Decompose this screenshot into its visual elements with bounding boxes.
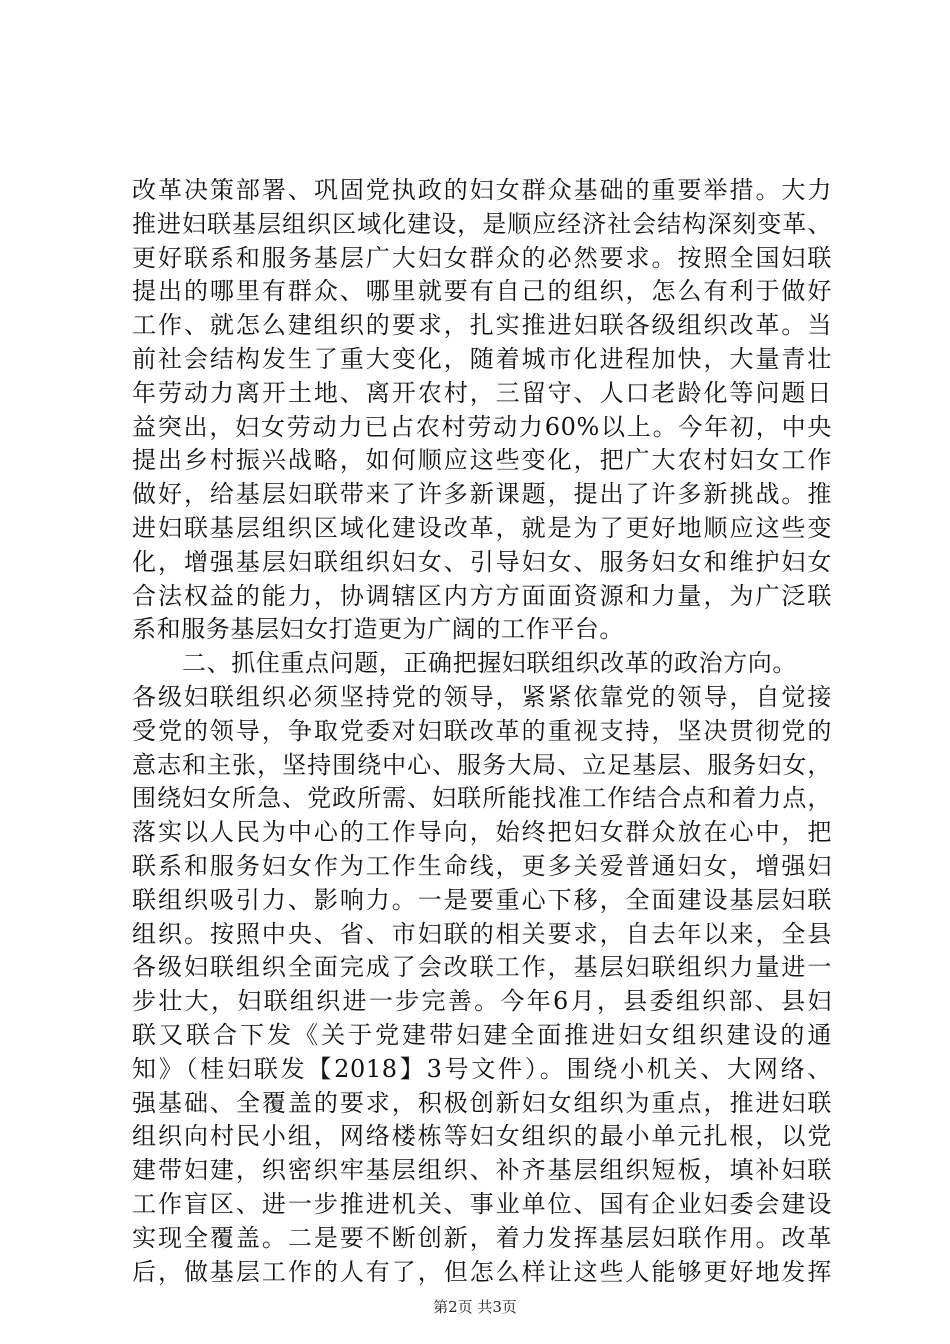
text-line: 年劳动力离开土地、离开农村，三留守、人口老龄化等问题日 [132,378,832,407]
text-line: 化，增强基层妇联组织妇女、引导妇女、服务妇女和维护妇女 [132,547,832,576]
text-line: 进妇联基层组织区域化建设改革，就是为了更好地顺应这些变 [132,513,832,542]
text-line: 组织向村民小组，网络楼栋等妇女组织的最小单元扎根，以党 [132,1122,832,1151]
text-line: 各级妇联组织全面完成了会改联工作，基层妇联组织力量进一 [132,953,832,982]
text-line: 组织。按照中央、省、市妇联的相关要求，自去年以来，全县 [132,919,832,948]
text-line: 实现全覆盖。二是要不断创新，着力发挥基层妇联作用。改革 [132,1223,832,1252]
text-line: 更好联系和服务基层广大妇女群众的必然要求。按照全国妇联 [132,243,832,272]
text-line: 联组织吸引力、影响力。一是要重心下移，全面建设基层妇联 [132,885,832,914]
text-line: 提出的哪里有群众、哪里就要有自己的组织，怎么有利于做好 [132,277,832,306]
text-line: 提出乡村振兴战略，如何顺应这些变化，把广大农村妇女工作 [132,446,832,475]
text-line: 系和服务基层妇女打造更为广阔的工作平台。 [132,615,624,644]
page-number-footer: 第2页 共3页 [433,1298,517,1316]
text-line: 围绕妇女所急、党政所需、妇联所能找准工作结合点和着力点， [132,784,832,813]
text-line: 步壮大，妇联组织进一步完善。今年6月，县委组织部、县妇 [132,987,832,1016]
text-line: 知》（桂妇联发【2018】3号文件）。围绕小机关、大网络、 [132,1054,832,1083]
text-line: 推进妇联基层组织区域化建设，是顺应经济社会结构深刻变革、 [132,209,832,238]
text-line: 益突出，妇女劳动力已占农村劳动力60%以上。今年初，中央 [132,412,832,441]
document-body [132,174,832,1289]
text-line: 做好，给基层妇联带来了许多新课题，提出了许多新挑战。推 [132,480,832,509]
text-line: 意志和主张，坚持围绕中心、服务大局、立足基层、服务妇女， [132,750,832,779]
text-line: 合法权益的能力，协调辖区内方方面面资源和力量，为广泛联 [132,581,832,610]
text-line: 联系和服务妇女作为工作生命线，更多关爱普通妇女，增强妇 [132,851,832,880]
section-heading-line: 二、抓住重点问题，正确把握妇联组织改革的政治方向。 [182,649,797,678]
text-line: 改革决策部署、巩固党执政的妇女群众基础的重要举措。大力 [132,176,832,204]
text-line: 各级妇联组织必须坚持党的领导，紧紧依靠党的领导，自觉接 [132,682,832,711]
text-line: 工作盲区、进一步推进机关、事业单位、国有企业妇委会建设 [132,1189,832,1218]
text-line: 后，做基层工作的人有了，但怎么样让这些人能够更好地发挥 [132,1257,832,1286]
text-line: 工作、就怎么建组织的要求，扎实推进妇联各级组织改革。当 [132,311,832,340]
text-line: 前社会结构发生了重大变化，随着城市化进程加快，大量青壮 [132,344,832,373]
text-line: 联又联合下发《关于党建带妇建全面推进妇女组织建设的通 [132,1020,832,1049]
text-line: 受党的领导，争取党委对妇联改革的重视支持，坚决贯彻党的 [132,716,832,745]
text-line: 落实以人民为中心的工作导向，始终把妇女群众放在心中，把 [132,818,832,847]
text-line: 建带妇建，织密织牢基层组织、补齐基层组织短板，填补妇联 [132,1156,832,1185]
text-line: 强基础、全覆盖的要求，积极创新妇女组织为重点，推进妇联 [132,1088,832,1117]
